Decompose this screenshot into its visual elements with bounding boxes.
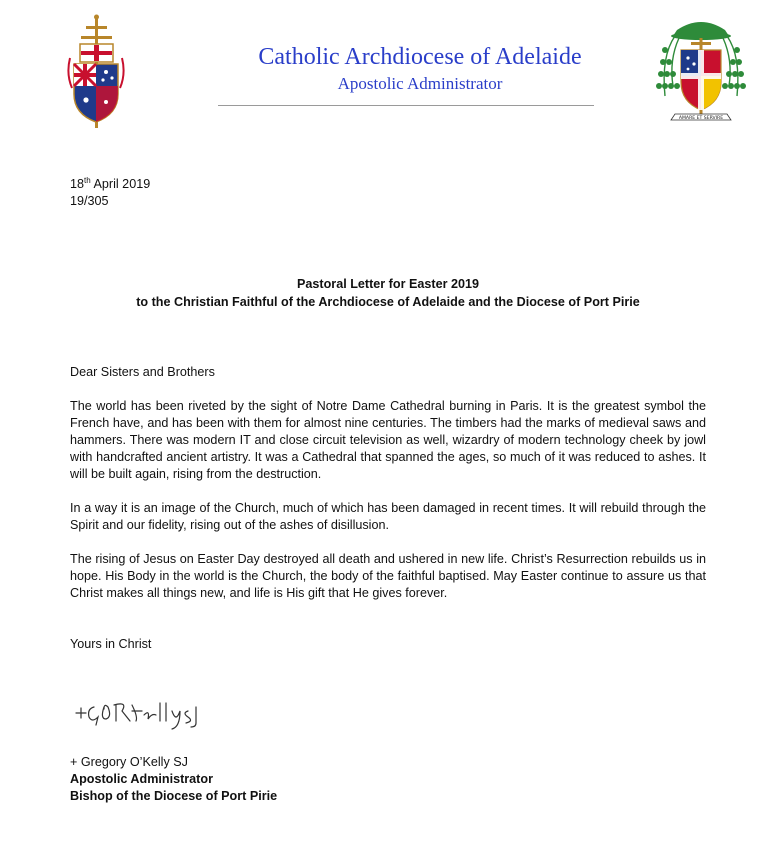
archdiocese-coat-of-arms-icon: [66, 14, 126, 132]
letter-title: Pastoral Letter for Easter 2019: [297, 277, 479, 291]
body-paragraph: The rising of Jesus on Easter Day destroyed all death and ushered in new life. Christ’s Resurrection rebuilds us in hope. His Body in the world is the Church, the body of the faithful baptised. May Easter continue to assure us that Christ makes all things new, and life is His gift that He gives forever.: [70, 552, 706, 600]
letter-date: 18th April 2019: [70, 176, 151, 191]
bishop-coat-of-arms-icon: [655, 16, 747, 128]
header-divider: [218, 105, 594, 106]
motto-text: AMARE ET SERVIRE: [678, 116, 724, 121]
handwritten-signature-icon: [72, 697, 202, 737]
letter-reference: 19/305: [70, 194, 109, 208]
organisation-subtitle: Apostolic Administrator: [337, 74, 503, 93]
signatory-title: Bishop of the Diocese of Port Pirie: [70, 789, 278, 803]
signatory-name: + Gregory O’Kelly SJ: [70, 755, 188, 769]
organisation-name: Catholic Archdiocese of Adelaide: [258, 44, 582, 70]
signatory-title: Apostolic Administrator: [70, 772, 213, 786]
body-paragraph: In a way it is an image of the Church, much of which has been damaged in recent times. It will rebuild through the Spirit and our fidelity, rising out of the ashes of disillusion.: [70, 501, 706, 532]
letter-subtitle: to the Christian Faithful of the Archdiocese of Adelaide and the Diocese of Port Pirie: [136, 295, 640, 309]
closing: Yours in Christ: [70, 637, 152, 651]
salutation: Dear Sisters and Brothers: [70, 365, 215, 379]
body-paragraph: The world has been riveted by the sight of Notre Dame Cathedral burning in Paris. It is the greatest symbol the French have, and has been with them for almost nine centuries. The timbers had the marks of medieval saws and hammers. There was modern IT and close circuit television as well, wizardry of modern technology cheek by jowl with handcrafted ancient artistry. It was a Cathedral that spanned the ages, so much of it was reduced to ashes. It will be built again, rising from the destruction.: [70, 399, 706, 481]
